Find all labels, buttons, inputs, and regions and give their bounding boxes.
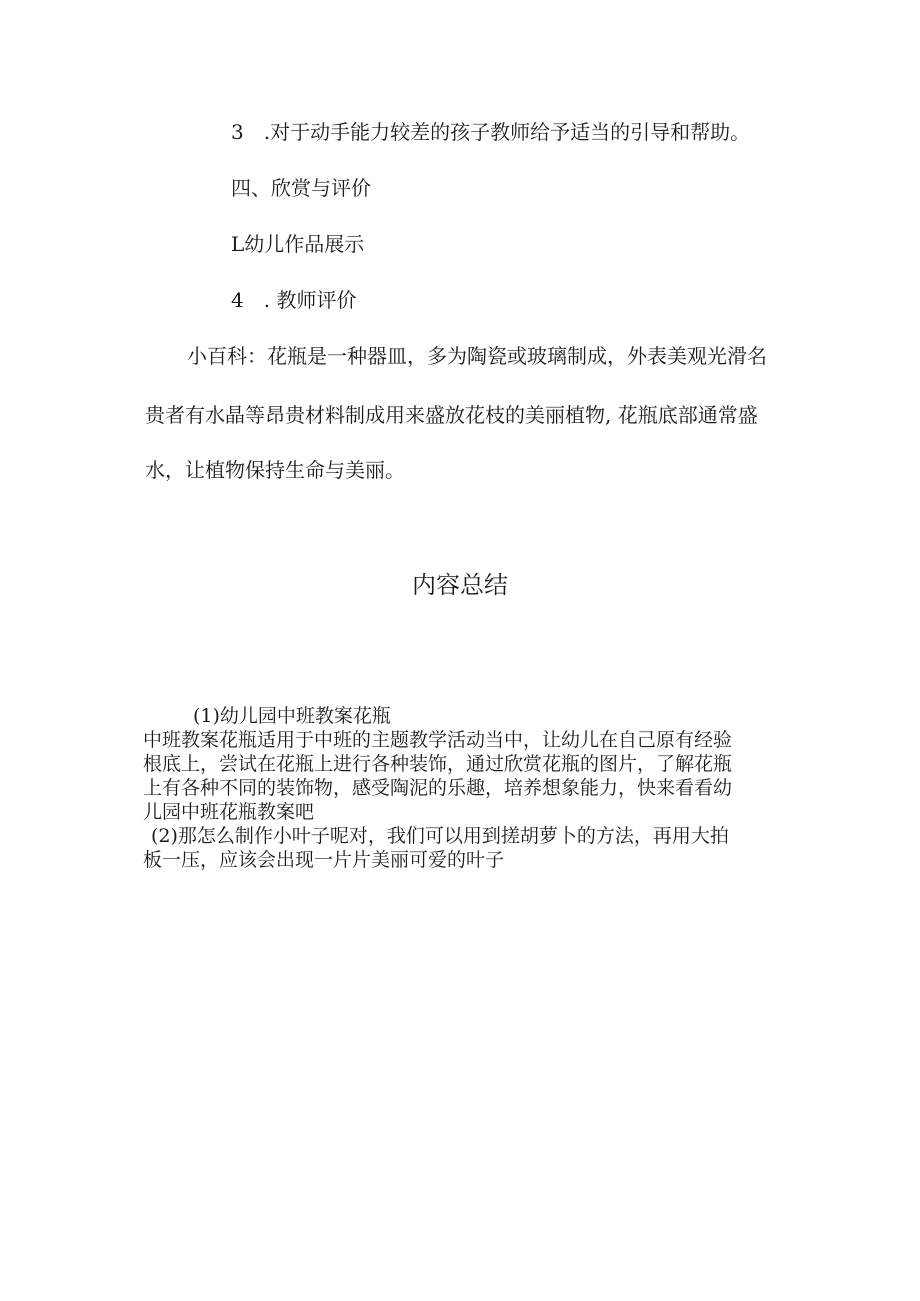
item-work-display: L幼儿作品展示 [231,232,365,256]
section-heading-appreciation: 四、欣赏与评价 [231,176,371,200]
encyclopedia-line-3: 水，让植物保持生命与美丽。 [145,458,405,482]
item-teacher-evaluation: 4 . 教师评价 [231,288,357,312]
summary-item-1-heading: (1)幼儿园中班教案花瓶 [193,705,391,727]
encyclopedia-line-1: 小百科：花瓶是一种器皿，多为陶瓷或玻璃制成，外表美观光滑名 [187,344,767,368]
summary-line-1: 中班教案花瓶适用于中班的主题教学活动当中，让幼儿在自己原有经验 [143,729,733,751]
summary-block [143,704,783,872]
summary-item-2-line-1: (2)那怎么制作小叶子呢对，我们可以用到搓胡萝卜的方法，再用大拍 [151,825,729,847]
summary-line-3: 上有各种不同的装饰物，感受陶泥的乐趣，培养想象能力，快来看看幼 [143,777,733,799]
summary-line-2: 根底上，尝试在花瓶上进行各种装饰，通过欣赏花瓶的图片，了解花瓶 [143,753,733,775]
summary-title: 内容总结 [412,571,508,599]
summary-line-4: 儿园中班花瓶教案吧 [143,801,315,823]
step-3-text: 3 .对于动手能力较差的孩子教师给予适当的引导和帮助。 [231,120,751,144]
encyclopedia-line-2: 贵者有水晶等昂贵材料制成用来盛放花枝的美丽植物, 花瓶底部通常盛 [145,403,758,427]
summary-item-2-line-2: 板一压，应该会出现一片片美丽可爱的叶子 [143,849,505,871]
